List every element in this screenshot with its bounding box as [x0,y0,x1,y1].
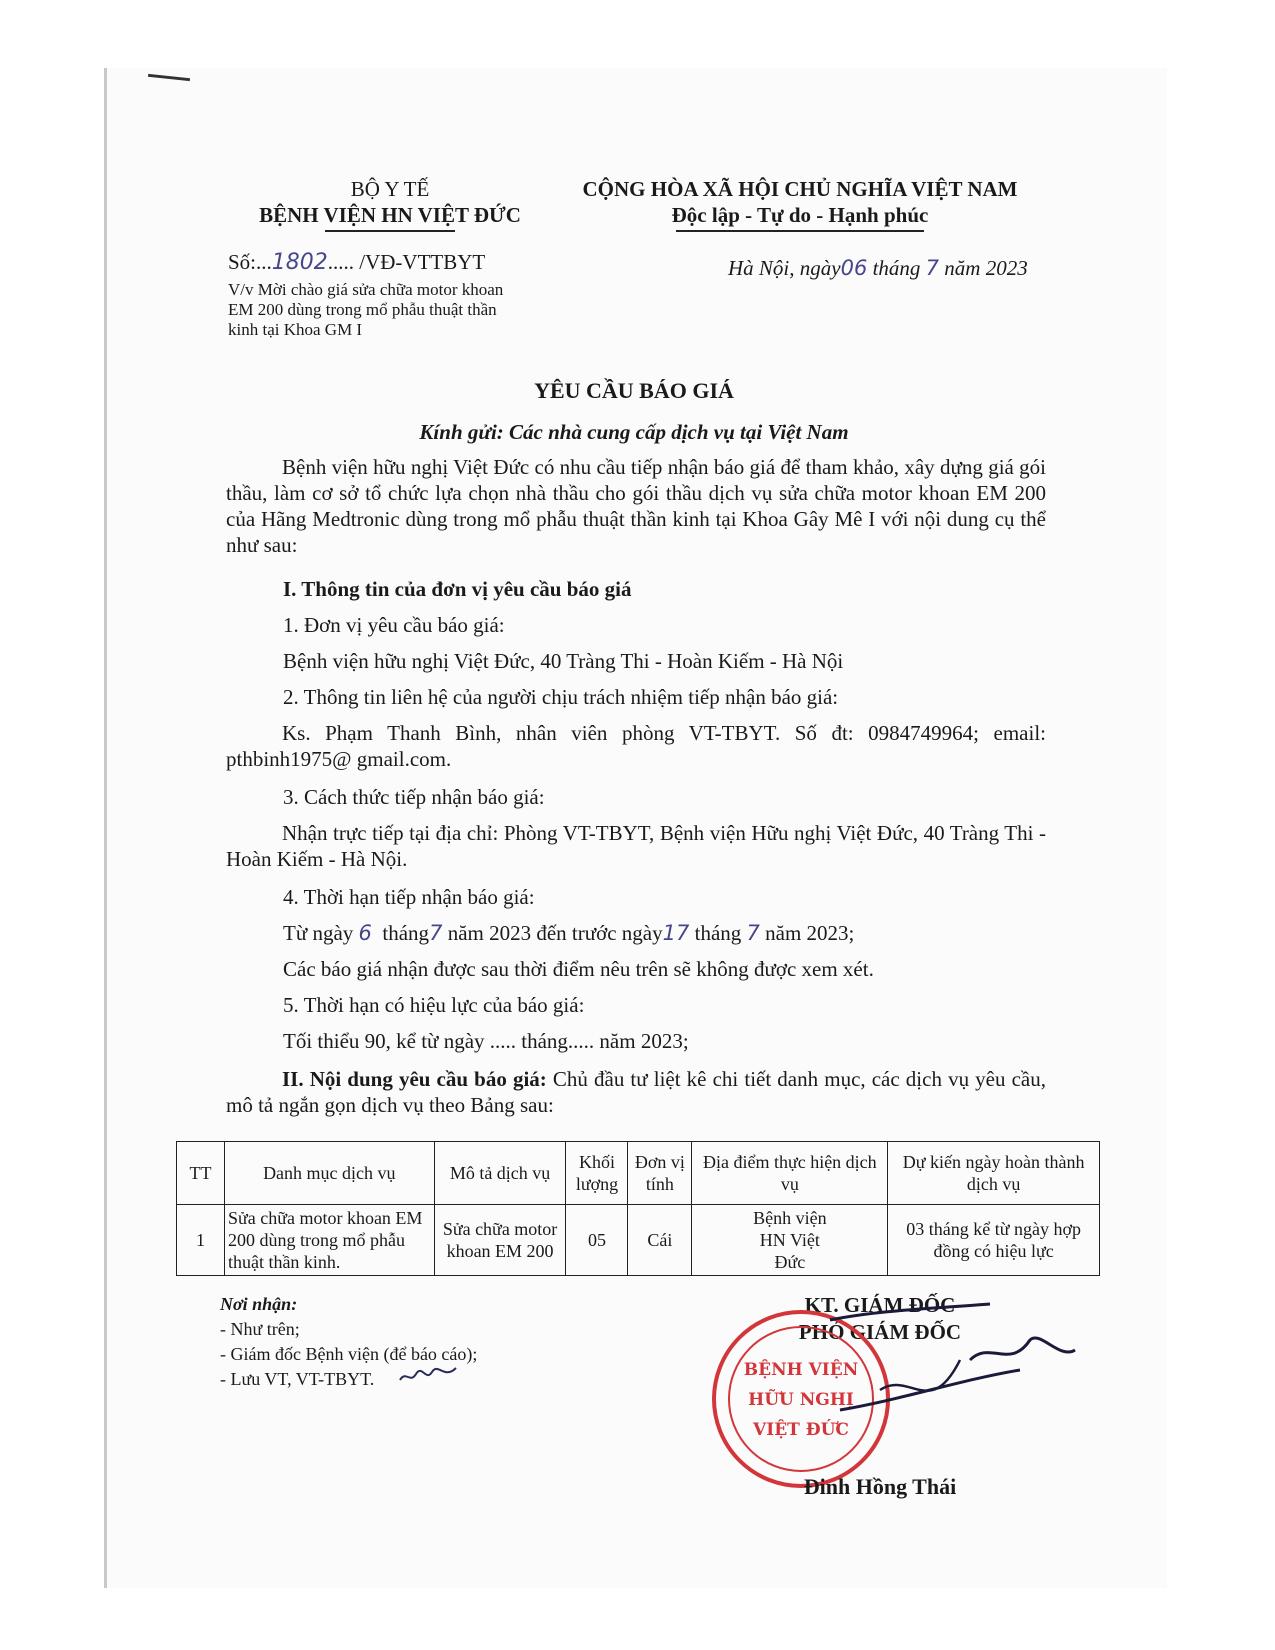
recipient-item: - Lưu VT, VT-TBYT. [220,1369,375,1389]
date-month: 7 [925,256,940,280]
number-prefix: Số:... [228,250,272,274]
number-handwritten: 1802 [271,250,328,275]
item4-label: 4. Thời hạn tiếp nhận báo giá: [283,885,535,909]
item4-from: Từ ngày [283,921,354,945]
date-line [728,256,1028,281]
item4-day1: 6 [358,921,372,945]
item4-month-label: tháng [382,921,430,945]
subject-line: V/v Mời chào giá sửa chữa motor khoan [228,280,504,299]
stamp-line: BỆNH VIỆN [743,1360,859,1380]
table-cell: 05 [566,1205,628,1276]
item4-end: năm 2023; [765,921,855,945]
table-header-row [177,1142,1100,1205]
item4-month2: 7 [746,921,760,945]
item2-value: Ks. Phạm Thanh Bình, nhân viên phòng VT-TBYT. Số đt: 0984749964; email: pthbinh1975@ gmail.com. [226,721,1046,771]
item3-label: 3. Cách thức tiếp nhận báo giá: [283,785,545,809]
header-left [240,176,540,228]
signature-line2: PHÓ GIÁM ĐỐC [798,1320,962,1344]
item4-note: Các báo giá nhận được sau thời điểm nêu trên sẽ không được xem xét. [283,957,874,981]
table-header-cell: Đơn vị tính [628,1142,692,1205]
signature-line1: KT. GIÁM ĐỐC [804,1293,956,1317]
date-suffix: năm 2023 [944,256,1028,280]
motto: Độc lập - Tự do - Hạnh phúc [671,203,929,227]
date-month-label: tháng [872,256,921,280]
table-row [177,1205,1100,1276]
document-subject [228,280,548,340]
item4-day2: 17 [662,921,690,945]
section1-heading: I. Thông tin của đơn vị yêu cầu báo giá [283,577,632,601]
table-header-cell: TT [177,1142,225,1205]
table-cell: Cái [628,1205,692,1276]
recipients-heading: Nơi nhận: [220,1294,298,1314]
recipient-item: - Như trên; [220,1319,300,1339]
item4-range [283,920,854,946]
stamp-line: HỮU NGHỊ [748,1390,854,1410]
table-cell: Sửa chữa motor khoan EM 200 dùng trong mổ phẫu thuật thần kinh. [224,1205,434,1276]
greeting: Kính gửi: Các nhà cung cấp dịch vụ tại Việt Nam [419,420,849,444]
document-title: YÊU CẦU BÁO GIÁ [534,378,734,403]
table-header-cell: Địa điểm thực hiện dịch vụ [692,1142,888,1205]
subject-line: kinh tại Khoa GM I [228,320,363,339]
table-cell: Bệnh viện HN Việt Đức [692,1205,888,1276]
intro-paragraph: Bệnh viện hữu nghị Việt Đức có nhu cầu tiếp nhận báo giá để tham khảo, xây dựng giá gói thầu, làm cơ sở tổ chức lựa chọn nhà thầu cho gói thầu dịch vụ sửa chữa motor khoan EM 200 của Hãng Medtronic dùng trong mổ phẫu thuật thần kinh tại Khoa Gây Mê I với nội dung cụ thể như sau: [226,455,1046,557]
stamp-line: VIỆT ĐỨC [753,1420,849,1440]
item2-label: 2. Thông tin liên hệ của người chịu trách nhiệm tiếp nhận báo giá: [283,685,839,709]
ministry-name: BỘ Y TẾ [350,177,430,201]
initials-signature [398,1362,458,1388]
section2-text: Chủ đầu tư liệt kê chi tiết danh mục, các dịch vụ yêu cầu, mô tả ngắn gọn dịch vụ theo Bảng sau: [226,1067,1046,1117]
recipient-item: - Giám đốc Bệnh viện (để báo cáo); [220,1344,478,1364]
item4-month1: 7 [429,921,443,945]
number-suffix: ..... /VĐ-VTTBYT [327,250,486,274]
table-cell: Sửa chữa motor khoan EM 200 [434,1205,566,1276]
document-number [228,250,485,275]
header-left-rule [325,230,455,232]
subject-line: EM 200 dùng trong mổ phẫu thuật thần [228,300,497,319]
table-cell: 03 tháng kể từ ngày hợp đồng có hiệu lực [888,1205,1100,1276]
director-signature [820,1300,1080,1440]
table-cell: 1 [177,1205,225,1276]
item4-month-label2: tháng [694,921,742,945]
table-header-cell: Danh mục dịch vụ [224,1142,434,1205]
table-header-cell: Khối lượng [566,1142,628,1205]
item5-value: Tối thiểu 90, kể từ ngày ..... tháng..... năm 2023; [283,1029,689,1053]
motto-rule [676,230,924,232]
table-header-cell: Mô tả dịch vụ [434,1142,566,1205]
item1-label: 1. Đơn vị yêu cầu báo giá: [283,613,505,637]
section2-paragraph [226,1066,1046,1118]
services-table [176,1141,1100,1276]
table-header-cell: Dự kiến ngày hoàn thành dịch vụ [888,1142,1100,1205]
date-day: 06 [840,256,868,280]
hospital-name: BỆNH VIỆN HN VIỆT ĐỨC [259,203,521,227]
nation-name: CỘNG HÒA XÃ HỘI CHỦ NGHĨA VIỆT NAM [582,177,1018,201]
item1-value: Bệnh viện hữu nghị Việt Đức, 40 Tràng Thi - Hoàn Kiếm - Hà Nội [283,649,844,673]
section2-heading: II. Nội dung yêu cầu báo giá: [282,1067,547,1091]
date-prefix: Hà Nội, ngày [728,256,841,280]
item4-mid: năm 2023 đến trước ngày [447,921,663,945]
item3-value: Nhận trực tiếp tại địa chỉ: Phòng VT-TBYT, Bệnh viện Hữu nghị Việt Đức, 40 Tràng Thi - Hoàn Kiếm - Hà Nội. [226,821,1046,871]
item5-label: 5. Thời hạn có hiệu lực của báo giá: [283,993,585,1017]
header-right [560,176,1040,228]
signer-name: Đinh Hồng Thái [803,1474,957,1499]
